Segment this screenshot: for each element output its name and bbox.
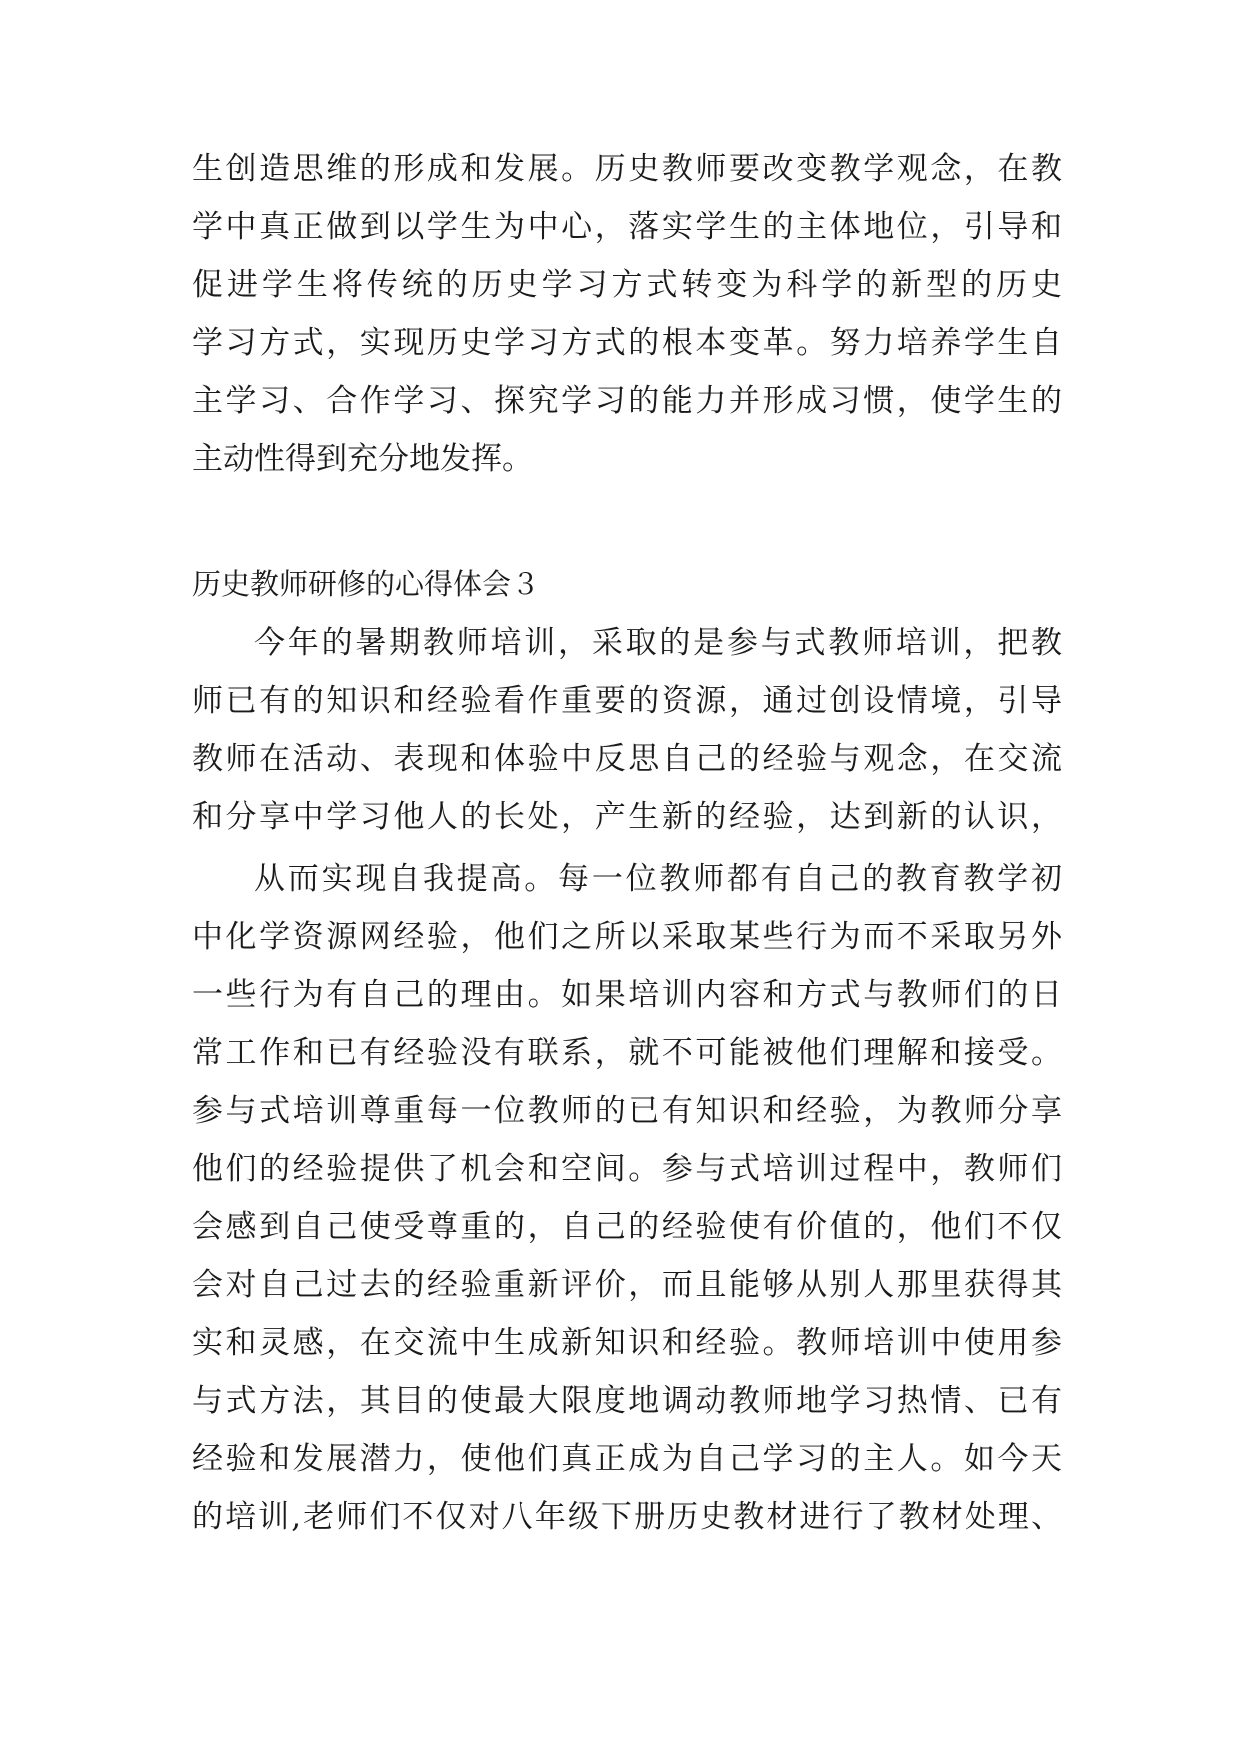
paragraph-3-line-9: 实和灵感，在交流中生成新知识和经验。教师培训中使用参: [192, 1325, 1062, 1361]
paragraph-3-line-1: 从而实现自我提高。每一位教师都有自己的教育教学初: [254, 861, 1062, 897]
paragraph-1-line-1: 生创造思维的形成和发展。历史教师要改变教学观念，在教: [192, 151, 1062, 187]
paragraph-1-line-4: 学习方式，实现历史学习方式的根本变革。努力培养学生自: [192, 325, 1062, 361]
paragraph-2-line-1: 今年的暑期教师培训，采取的是参与式教师培训，把教: [254, 625, 1062, 661]
paragraph-3-line-3: 一些行为有自己的理由。如果培训内容和方式与教师们的日: [192, 977, 1062, 1013]
paragraph-2-line-3: 教师在活动、表现和体验中反思自己的经验与观念，在交流: [192, 741, 1062, 777]
paragraph-3-line-10: 与式方法，其目的使最大限度地调动教师地学习热情、已有: [192, 1383, 1062, 1419]
paragraph-1-line-6: 主动性得到充分地发挥。: [192, 441, 533, 477]
paragraph-3-line-7: 会感到自己使受尊重的，自己的经验使有价值的，他们不仅: [192, 1209, 1062, 1245]
paragraph-1-line-2: 学中真正做到以学生为中心，落实学生的主体地位，引导和: [192, 209, 1062, 245]
paragraph-3-line-4: 常工作和已有经验没有联系，就不可能被他们理解和接受。: [192, 1035, 1062, 1071]
paragraph-3-line-11: 经验和发展潜力，使他们真正成为自己学习的主人。如今天: [192, 1441, 1062, 1477]
paragraph-3-line-2: 中化学资源网经验，他们之所以采取某些行为而不采取另外: [192, 919, 1062, 955]
paragraph-3-line-8: 会对自己过去的经验重新评价，而且能够从别人那里获得其: [192, 1267, 1062, 1303]
paragraph-2-line-4: 和分享中学习他人的长处，产生新的经验，达到新的认识，: [192, 799, 1062, 835]
paragraph-2-line-2: 师已有的知识和经验看作重要的资源，通过创设情境，引导: [192, 683, 1062, 719]
section-heading: 历史教师研修的心得体会３: [192, 567, 541, 601]
paragraph-3-line-12: 的培训,老师们不仅对八年级下册历史教材进行了教材处理、: [192, 1499, 1062, 1535]
paragraph-1-line-3: 促进学生将传统的历史学习方式转变为科学的新型的历史: [192, 267, 1062, 303]
paragraph-3-line-6: 他们的经验提供了机会和空间。参与式培训过程中，教师们: [192, 1151, 1062, 1187]
paragraph-1-line-5: 主学习、合作学习、探究学习的能力并形成习惯，使学生的: [192, 383, 1062, 419]
paragraph-3-line-5: 参与式培训尊重每一位教师的已有知识和经验，为教师分享: [192, 1093, 1062, 1129]
